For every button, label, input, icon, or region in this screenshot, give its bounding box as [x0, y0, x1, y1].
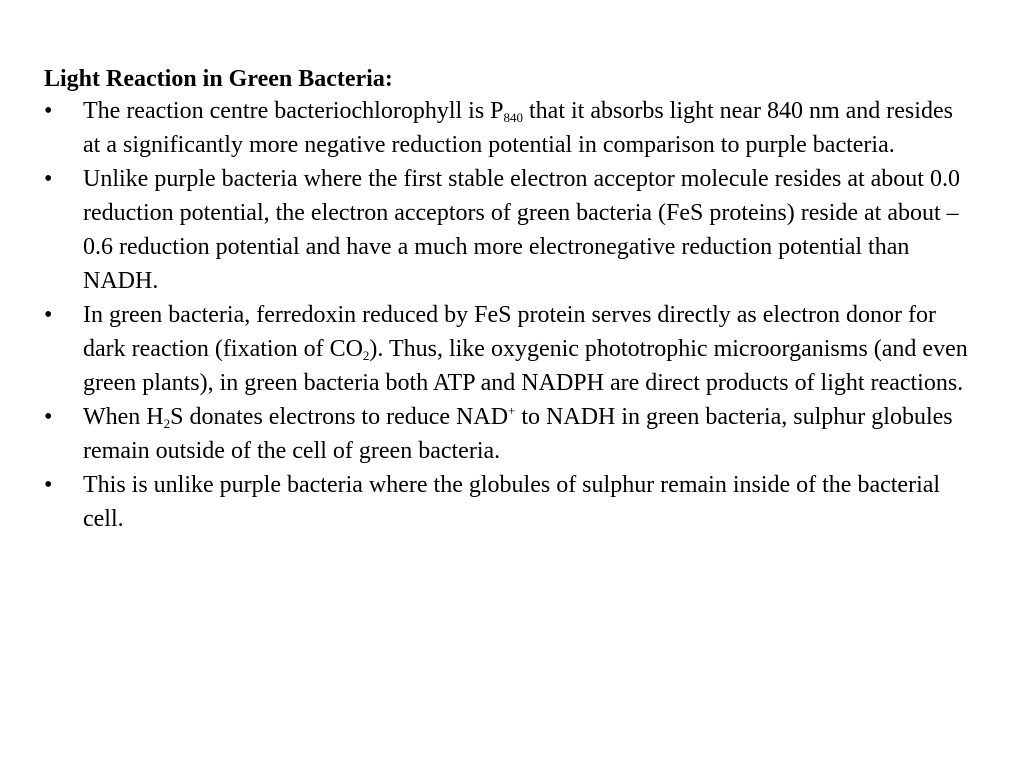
bullet-item [44, 162, 974, 298]
subscript-text: 2 [362, 348, 370, 363]
bullet-marker: • [44, 166, 53, 192]
text-segment: to NADH in green bacteria, sulphur globules remain outside of the cell of green bacteria. [83, 404, 953, 464]
bullet-text [83, 472, 940, 532]
bullet-item [44, 298, 974, 400]
bullet-text [83, 166, 960, 294]
bullet-text [83, 302, 968, 396]
bullet-marker: • [44, 404, 53, 430]
text-segment: Unlike purple bacteria where the first stable electron acceptor molecule resides at about 0.0 reduction potential, the electron acceptors of green bacteria (FeS proteins) reside at about – 0.6 reduction potential and have a much more electronegative reduction potential than NADH. [83, 166, 960, 294]
bullet-marker: • [44, 302, 53, 328]
superscript-text: + [508, 403, 516, 418]
bullet-text [83, 404, 953, 464]
slide-content [44, 64, 974, 536]
text-segment: When H [83, 404, 164, 430]
slide-title: Light Reaction in Green Bacteria: [44, 66, 393, 92]
text-segment: In green bacteria, ferredoxin reduced by FeS protein serves directly as electron donor for dark reaction (fixation of CO [83, 302, 936, 362]
text-segment: that it absorbs light near 840 nm and resides at a significantly more negative reduction potential in comparison to purple bacteria. [83, 98, 953, 158]
subscript-text: 2 [163, 416, 171, 431]
text-segment: S donates electrons to reduce NAD [170, 404, 509, 430]
bullet-text [83, 98, 953, 158]
bullet-item [44, 400, 974, 468]
text-segment: This is unlike purple bacteria where the globules of sulphur remain inside of the bacterial cell. [83, 472, 941, 532]
bullet-item [44, 468, 974, 536]
text-segment: ). Thus, like oxygenic phototrophic microorganisms (and even green plants), in green bacteria both ATP and NADPH are direct products of light reactions. [83, 336, 968, 396]
bullet-item [44, 94, 974, 162]
bullet-marker: • [44, 472, 53, 498]
bullet-list [44, 94, 974, 536]
subscript-text: 840 [503, 110, 524, 125]
text-segment: The reaction centre bacteriochlorophyll is P [83, 98, 504, 124]
bullet-marker: • [44, 98, 53, 124]
